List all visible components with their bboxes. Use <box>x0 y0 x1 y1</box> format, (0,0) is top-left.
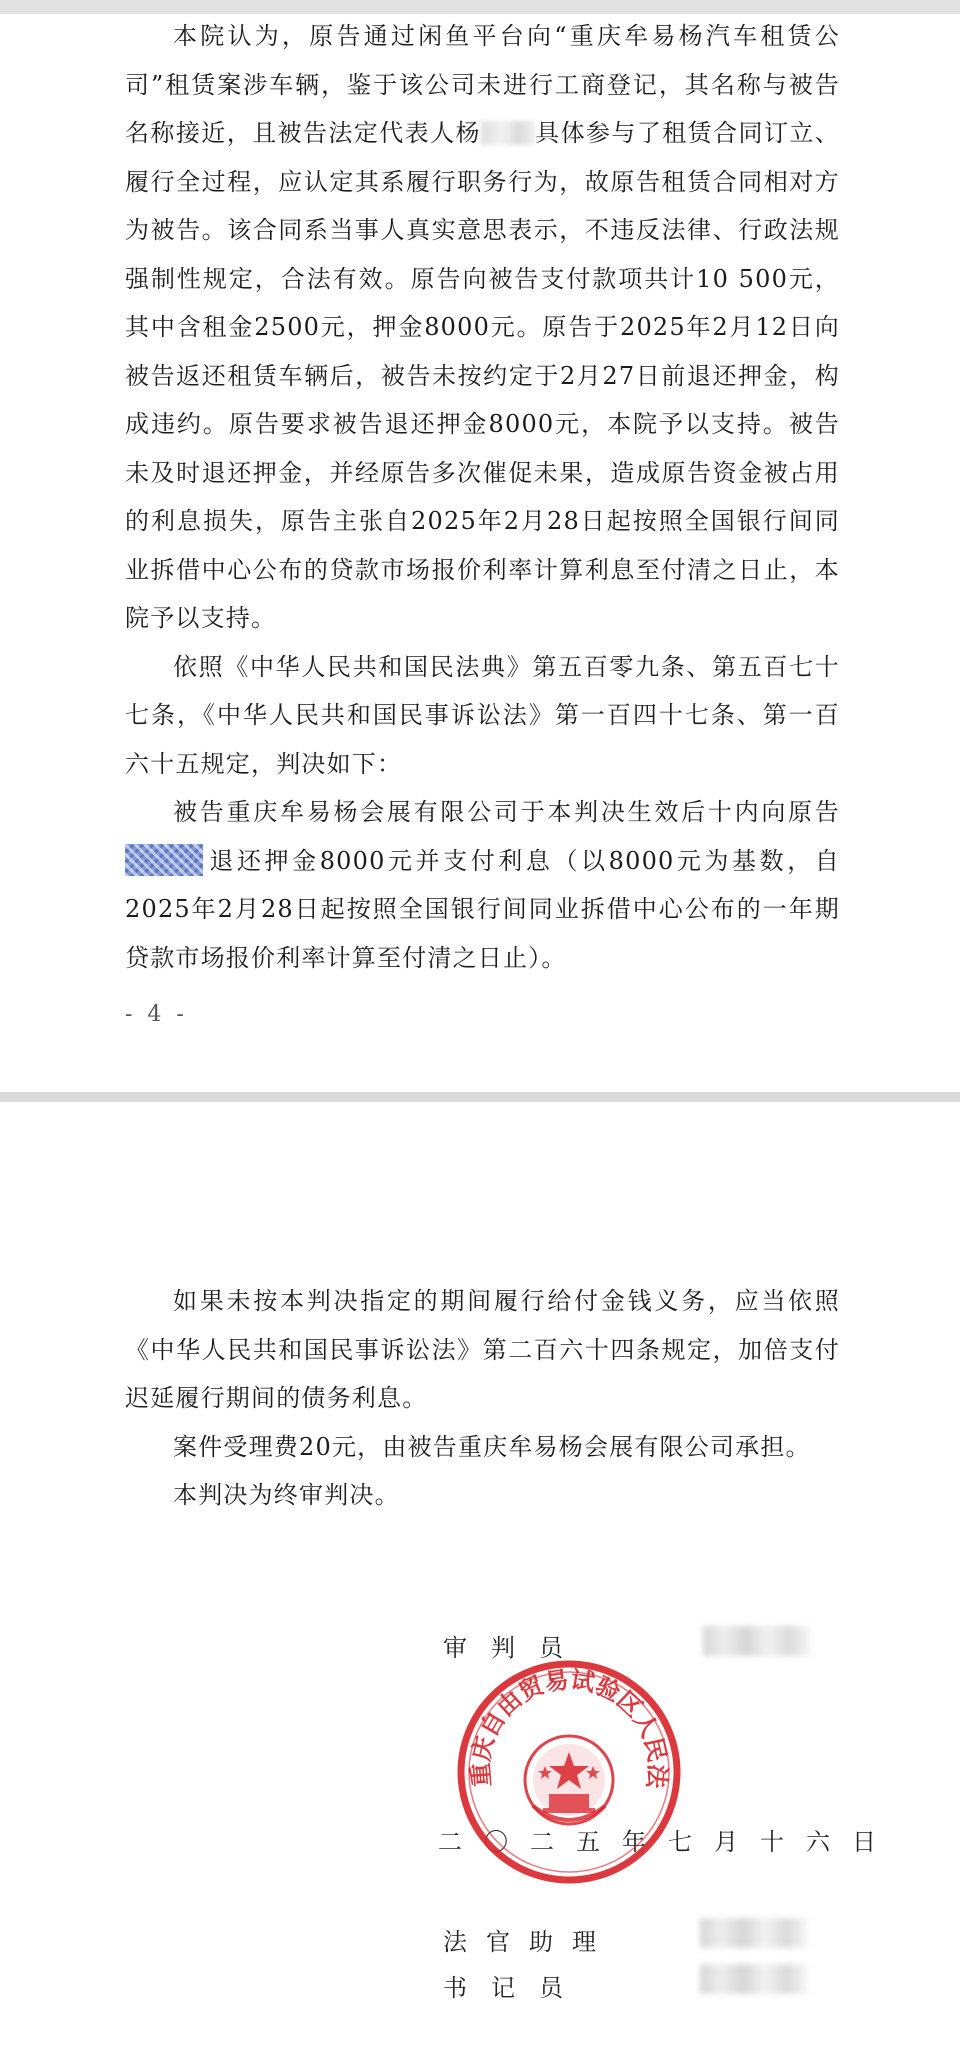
page5-body <box>125 1277 840 1520</box>
clerk-name-blur <box>700 1964 808 1994</box>
judgment-paragraph <box>125 788 840 982</box>
judge-label: 审 判 员 <box>443 1634 563 1662</box>
judgment-text-part2: 退还押金8000元并支付利息（以8000元为基数，自2025年2月28日起按照全国银行间同业拆借中心公布的一年期贷款市场报价利率计算至付清之日止）。 <box>125 846 840 972</box>
reasoning-text-part2: 具体参与了租赁合同订立、履行全过程，应认定其系履行职务行为，故原告租赁合同相对方为被告。该合同系当事人真实意思表示，不违反法律、行政法规强制性规定，合法有效。原告向被告支付款项共计10 500元，其中含租金2500元，押金8000元。原告于2025年2月12日向被告返还租赁车辆后，被告未按约定于2月27日前退还押金，构成违约。原告要求被告退还押金8000元，本院予以支持。被告未及时退还押金，并经原告多次催促未果，造成原告资金被占用的利息损失，原告主张自2025年2月28日起按照全国银行间同业拆借中心公布的贷款市场报价利率计算利息至付清之日止，本院予以支持。 <box>125 119 840 632</box>
judgment-text-part1: 被告重庆牟易杨会展有限公司于本判决生效后十内向原告 <box>173 798 840 826</box>
clerk-row <box>443 1968 618 2003</box>
clerk-label: 书 记 员 <box>443 1974 563 2002</box>
fee-paragraph: 案件受理费20元，由被告重庆牟易杨会展有限公司承担。 <box>173 1432 811 1461</box>
court-seal <box>453 1656 685 1888</box>
page-number: - 4 - <box>125 1002 188 1027</box>
redacted-name-blur <box>481 121 535 145</box>
seal-text: 重庆自由贸易试验区人民法 <box>465 1664 673 1790</box>
final-judgment-paragraph: 本判决为终审判决。 <box>173 1481 400 1509</box>
document-page-5 <box>0 1102 960 2055</box>
reasoning-paragraph <box>125 12 840 643</box>
page4-body <box>125 12 840 982</box>
page-divider <box>0 1092 960 1102</box>
judge-name-blur <box>703 1626 811 1656</box>
redacted-plaintiff-mosaic <box>125 844 203 876</box>
assistant-name-blur <box>700 1918 808 1948</box>
assistant-label: 法官助理 <box>443 1928 615 1956</box>
document-page-4 <box>0 14 960 1092</box>
judgment-date: 二〇二五年七月十六日 <box>438 1828 898 1856</box>
reasoning-text-part1: 本院认为，原告通过闲鱼平台向“重庆牟易杨汽车租赁公司”租赁案涉车辆，鉴于该公司未进行工商登记，其名称与被告名称接近，且被告法定代表人杨 <box>125 22 840 147</box>
assistant-row <box>443 1922 618 1957</box>
court-seal-svg <box>453 1656 685 1888</box>
legal-basis-paragraph: 依照《中华人民共和国民法典》第五百零九条、第五百七十七条，《中华人民共和国民事诉讼法》第一百四十七条、第一百六十五规定，判决如下： <box>125 652 840 778</box>
enforcement-paragraph: 如果未按本判决指定的期间履行给付金钱义务，应当依照《中华人民共和国民事诉讼法》第二百六十四条规定，加倍支付迟延履行期间的债务利息。 <box>125 1287 840 1412</box>
